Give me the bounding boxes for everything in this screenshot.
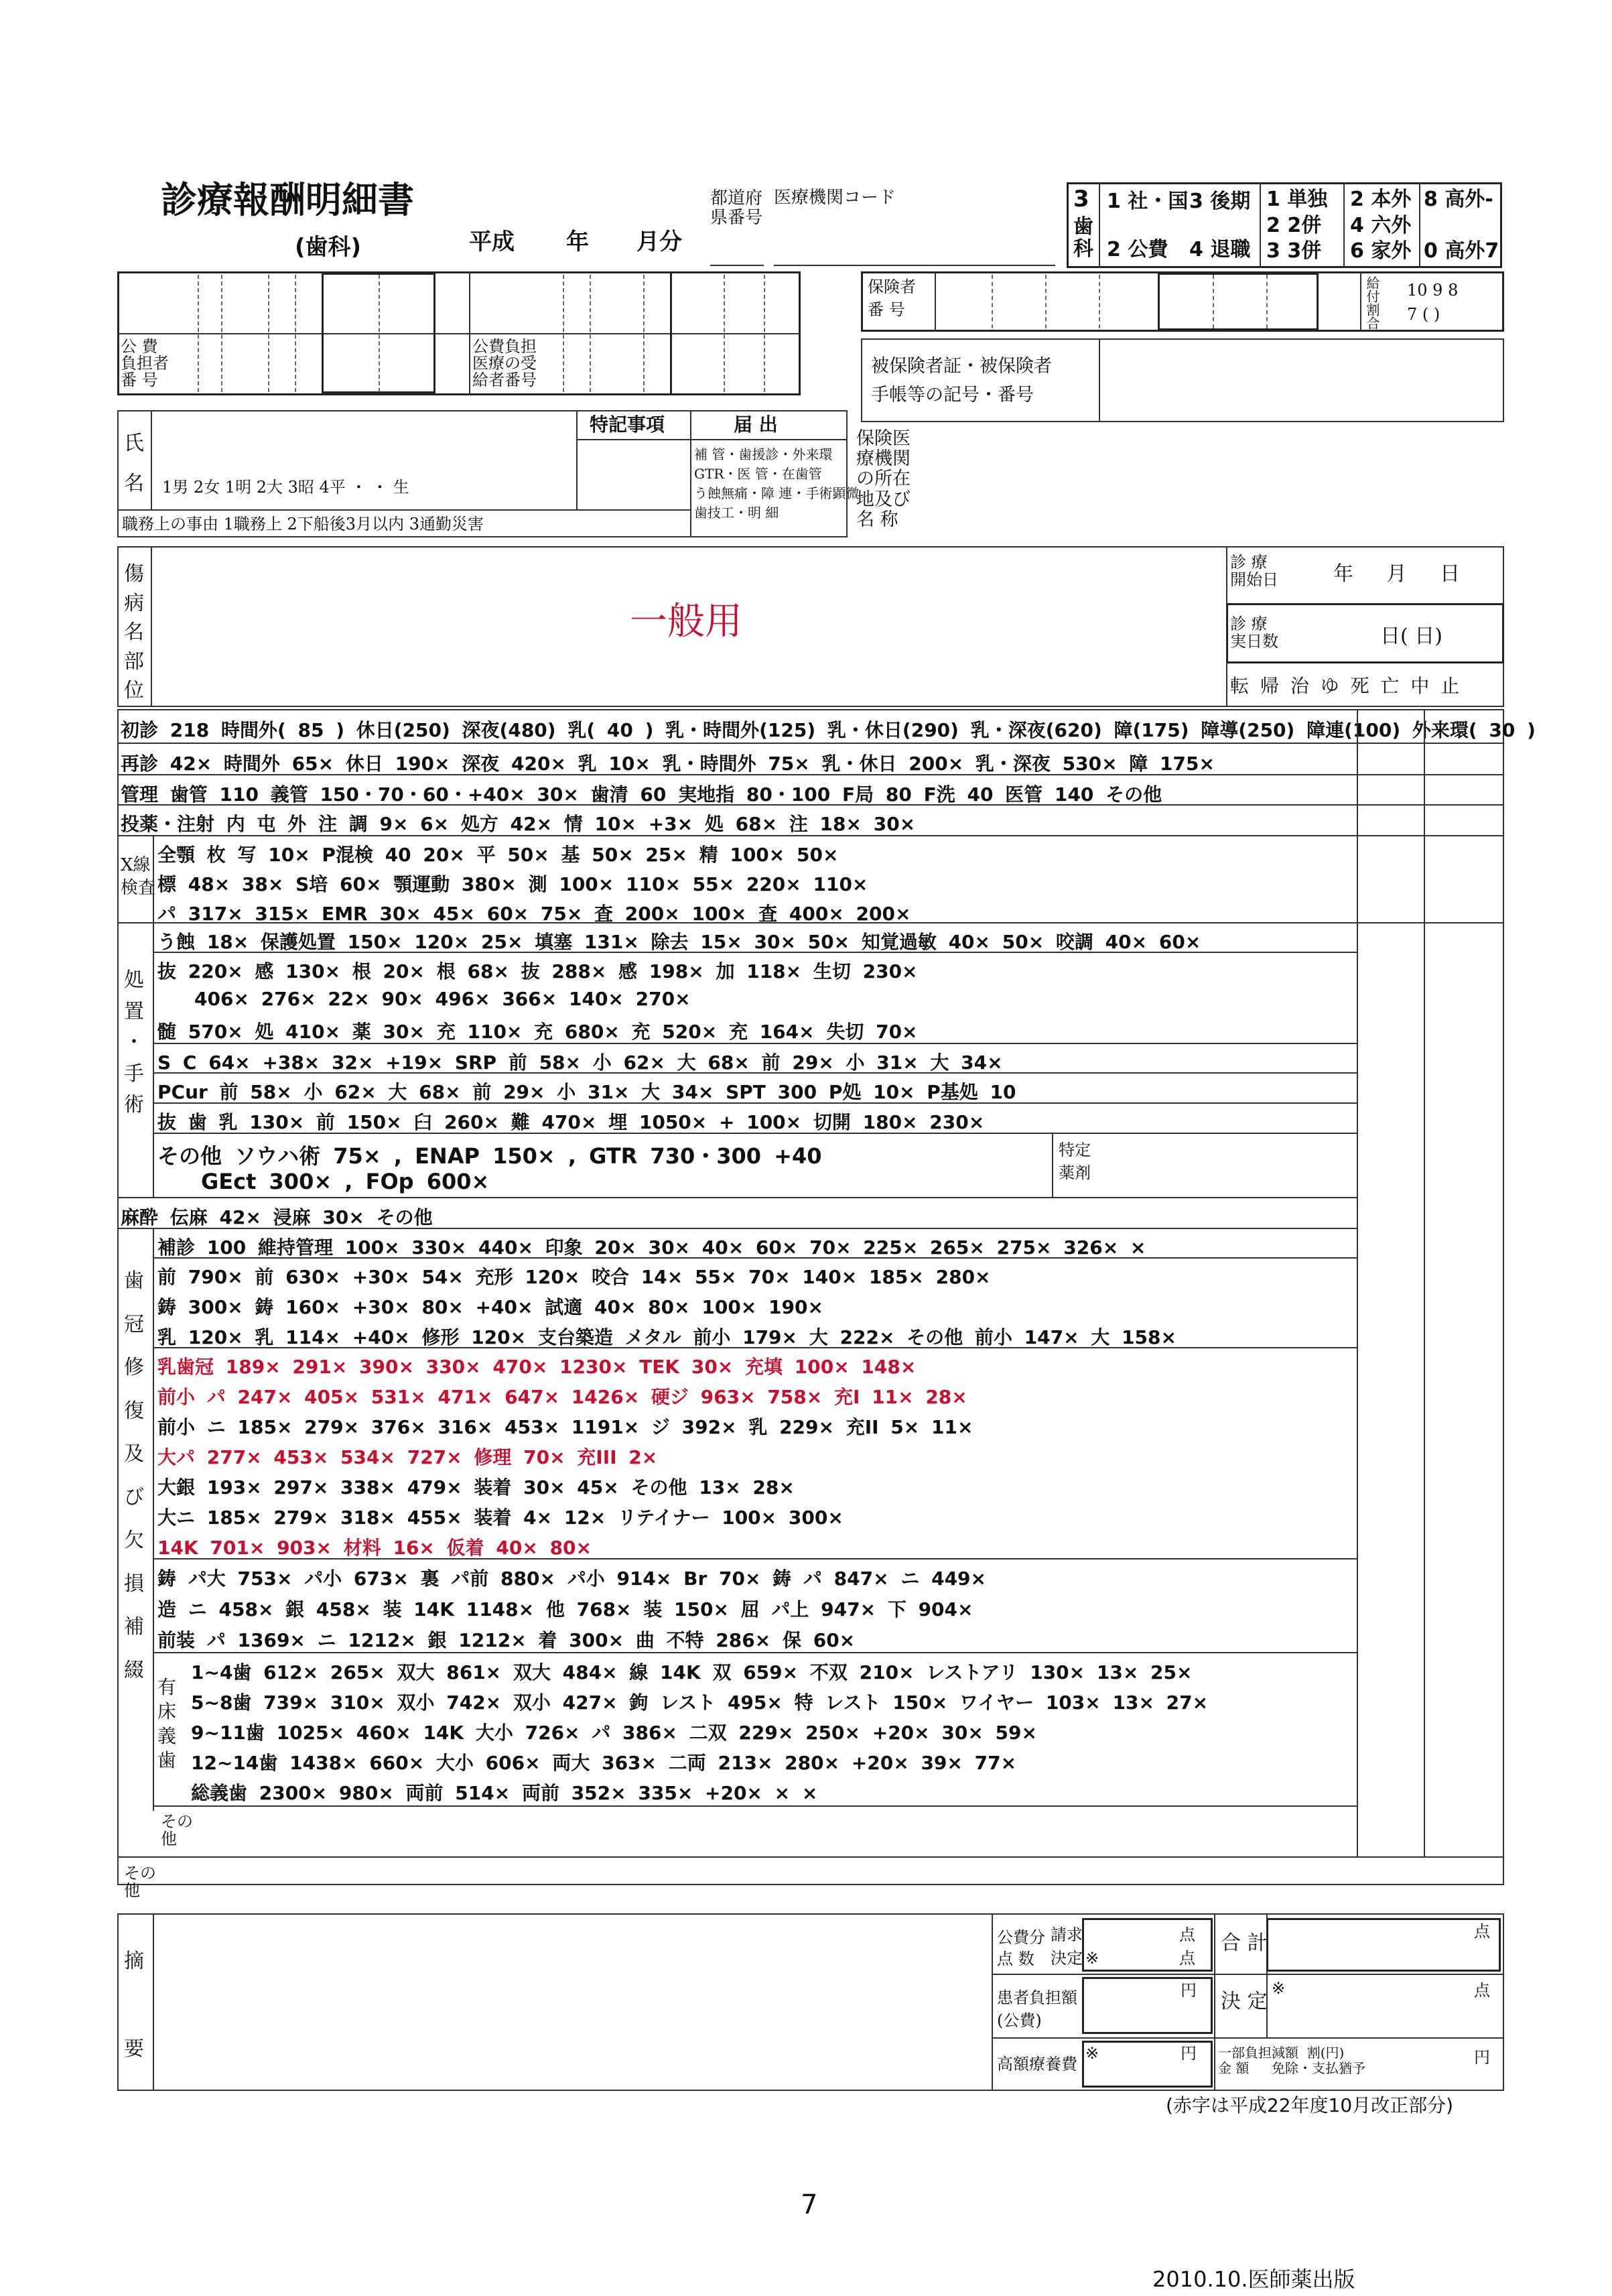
facility-label: 保険医 療機関 の所在 地及び 名 称 (856, 428, 911, 530)
burden-type-3[interactable]: 3 3併 (1266, 239, 1322, 263)
crown-assist-row: 補診 100 維持管理 100× 330× 440× 印象 20× 30× 40× 60× 70× 225× 265× 275× 326× × (157, 1236, 1146, 1259)
row-first-visit: 初診 218 時間外( 85 ) 休日(250) 深夜(480) 乳( 40 ) 乳・時間外(125) 乳・休日(290) 乳・深夜(620) 障(175) 障導(250) 障連(100) 外来環( 30 ) (121, 719, 1536, 741)
reduction-options[interactable]: 減額 割(円) 免除・支払猶予 (1272, 2045, 1365, 2076)
public-recipient-label: 公費負担 医療の受 給者番号 (472, 337, 537, 390)
xray-line-1: 全顎 枚 写 10× P混検 40 20× 平 50× 基 50× 25× 精 100× 50× (157, 844, 839, 866)
crown-line-10: 14K 701× 903× 材料 16× 仮着 40× 80× (157, 1537, 592, 1559)
bottom-other-label: その 他 (124, 1864, 156, 1901)
year-label: 年 (566, 229, 589, 255)
public-points-label: 公費分 点 数 (997, 1928, 1045, 1969)
sum-box[interactable] (1266, 1918, 1501, 1972)
ins-type-1[interactable]: 1 社・国 (1107, 190, 1189, 213)
dept-label: 歯 科 (1073, 215, 1093, 261)
form-subtitle: (歯科) (295, 234, 362, 261)
denture-line-4: 12~14歯 1438× 660× 大小 606× 両大 363× 二両 213× 280× +20× 39× 77× (191, 1752, 1017, 1774)
decide-label: 決 定 (1221, 1990, 1268, 2013)
decide-mark: ※ (1272, 1979, 1286, 1998)
special-label: 特記事項 (590, 413, 665, 436)
denture-line-3: 9~11歯 1025× 460× 14K 大小 726× パ 386× 二双 229× 250× +20× 30× 59× (191, 1722, 1037, 1744)
disease-label: 傷 病 名 部 位 (124, 562, 144, 702)
ins-type-3[interactable]: 3 後期 (1189, 190, 1251, 213)
decide-point-unit: 点 (1474, 1981, 1490, 2000)
card-label: 被保険者証・被保険者 手帳等の記号・番号 (871, 356, 1052, 406)
revision-footnote: (赤字は平成22年度10月改正部分) (1166, 2094, 1454, 2116)
patient-burden-label: 患者負担額 (公費) (997, 1988, 1077, 2030)
xray-line-3: パ 317× 315× EMR 30× 45× 60× 75× 査 200× 100× 査 400× 200× (157, 903, 911, 925)
pontic-line-1: 鋳 パ大 753× パ小 673× 裏 パ前 880× パ小 914× Br 70× 鋳 パ 847× ニ 449× (157, 1568, 986, 1590)
decision-mark: ※ (1085, 1949, 1099, 1968)
pontic-line-3: 前装 パ 1369× ニ 1212× 銀 1212× 着 300× 曲 不特 286× 保 60× (157, 1629, 856, 1651)
page-number: 7 (801, 2189, 818, 2220)
days-value[interactable]: 日( 日) (1380, 625, 1442, 648)
row-medication: 投薬・注射 内 屯 外 注 調 9× 6× 処方 42× 情 10× +3× 処 68× 注 18× 30× (121, 813, 916, 835)
pref-number-label: 都道府 県番号 (710, 188, 763, 228)
procedure-line-8: その他 ソウハ術 75× , ENAP 150× , GTR 730・300 +40 (157, 1143, 822, 1169)
start-date[interactable]: 年 月 日 (1333, 562, 1461, 586)
inst-code-label: 医療機関コード (774, 188, 896, 208)
decision-label: 決定 (1051, 1949, 1083, 1968)
partial-burden-label: 一部負担 金 額 (1218, 2045, 1272, 2076)
xray-label: X線 検査 (121, 855, 156, 898)
name-label: 氏 名 (124, 432, 144, 495)
patient-type-6[interactable]: 6 家外 (1350, 239, 1412, 263)
crown-line-8: 大銀 193× 297× 338× 479× 装着 30× 45× その他 13× 28× (157, 1476, 795, 1498)
denture-line-5: 総義歯 2300× 980× 両前 514× 両前 352× 335× +20× × × (191, 1782, 818, 1804)
public-no-label: 公 費 負担者 番 号 (121, 337, 169, 390)
procedure-line-7: 抜 歯 乳 130× 前 150× 臼 260× 難 470× 埋 1050× + 100× 切開 180× 230× (157, 1111, 985, 1133)
row-management: 管理 歯管 110 義管 150・70・60・+40× 30× 歯清 60 実地指 80・100 F局 80 F洗 40 医管 140 その他 (121, 783, 1162, 806)
procedure-label: 処 置 ・ 手 術 (124, 968, 144, 1117)
patient-type-2[interactable]: 2 本外 (1350, 188, 1412, 211)
crown-section-label: 歯 冠 修 復 及 び 欠 損 補 綴 (124, 1269, 144, 1682)
procedure-line-9: GEct 300× , FOp 600× (201, 1169, 490, 1194)
form-title: 診療報酬明細書 (161, 179, 414, 221)
patient-burden-unit: 円 (1181, 1981, 1197, 2000)
specific-drug-label: 特定 薬剤 (1059, 1141, 1091, 1182)
insurer-no-label: 保険者 番 号 (868, 277, 916, 319)
crown-line-5: 前小 パ 247× 405× 531× 471× 647× 1426× 硬ジ 963× 758× 充I 11× 28× (157, 1386, 967, 1408)
era-label: 平成 (469, 229, 515, 255)
crown-line-7: 大パ 277× 453× 534× 727× 修理 70× 充III 2× (157, 1446, 658, 1468)
crown-other-label: その 他 (161, 1812, 193, 1849)
general-use-stamp: 一般用 (630, 600, 742, 643)
crown-line-2: 鋳 300× 鋳 160× +30× 80× +40× 試適 40× 80× 100× 190× (157, 1296, 823, 1318)
procedure-line-4: 髄 570× 処 410× 薬 30× 充 110× 充 680× 充 520× 充 164× 失切 70× (157, 1021, 918, 1043)
month-label: 月分 (636, 229, 682, 255)
gender-era[interactable]: 1男 2女 1明 2大 3昭 4平 ・ ・ 生 (162, 478, 409, 497)
crown-line-1: 前 790× 前 630× +30× 54× 充形 120× 咬合 14× 55× 70× 140× 185× 280× (157, 1266, 991, 1288)
publisher: 2010.10.医師薬出版 (1152, 2267, 1355, 2292)
work-reason[interactable]: 職務上の事由 1職務上 2下船後3月以内 3通勤災害 (122, 515, 484, 533)
procedure-line-6: PCur 前 58× 小 62× 大 68× 前 29× 小 31× 大 34× SPT 300 P処 10× P基処 10 (157, 1081, 1016, 1103)
high-cost-mark: ※ (1085, 2044, 1099, 2063)
xray-line-2: 標 48× 38× S培 60× 顎運動 380× 測 100× 110× 55× 220× 110× (157, 873, 868, 895)
outcome-options[interactable]: 転 帰 治 ゆ 死 亡 中 止 (1230, 675, 1460, 697)
procedure-line-3: 406× 276× 22× 90× 496× 366× 140× 270× (194, 988, 691, 1010)
procedure-line-1: う蝕 18× 保護処置 150× 120× 25× 填塞 131× 除去 15× 30× 50× 知覚過敏 40× 50× 咬調 40× 60× (157, 931, 1201, 953)
denture-side-label: 有 床 義 歯 (157, 1676, 177, 1772)
crown-line-9: 大ニ 185× 279× 318× 455× 装着 4× 12× リテイナー 100× 300× (157, 1507, 844, 1529)
partial-burden-unit: 円 (1474, 2048, 1490, 2067)
insurer-no-highlight (1158, 273, 1319, 330)
days-label: 診 療 実日数 (1230, 615, 1278, 651)
decision-point-unit: 点 (1179, 1949, 1195, 1968)
high-cost-unit: 円 (1181, 2044, 1197, 2063)
crown-line-6: 前小 ニ 185× 279× 376× 316× 453× 1191× ジ 392× 乳 229× 充II 5× 11× (157, 1416, 973, 1438)
crown-line-3: 乳 120× 乳 114× +40× 修形 120× 支台築造 メタル 前小 179× 大 222× その他 前小 147× 大 158× (157, 1326, 1177, 1348)
other-type-8[interactable]: 8 高外- (1424, 188, 1493, 211)
sum-point-unit: 点 (1474, 1922, 1490, 1941)
high-cost-label: 高額療養費 (997, 2055, 1077, 2074)
pontic-line-2: 造 ニ 458× 銀 458× 装 14K 1148× 他 768× 装 150× 屈 パ上 947× 下 904× (157, 1598, 973, 1620)
summary-label: 摘 要 (124, 1950, 144, 2061)
procedure-line-5: S C 64× +38× 32× +19× SRP 前 58× 小 62× 大 68× 前 29× 小 31× 大 34× (157, 1051, 1003, 1074)
patient-type-4[interactable]: 4 六外 (1350, 214, 1412, 237)
benefit-rate-label: 給付割合 (1364, 276, 1380, 330)
benefit-rates: 10 9 8 7 ( ) (1407, 281, 1459, 324)
sum-label: 合 計 (1221, 1931, 1268, 1955)
ins-type-2[interactable]: 2 公費 (1107, 238, 1168, 261)
burden-type-1[interactable]: 1 単独 (1266, 188, 1328, 211)
row-anesthesia: 麻酔 伝麻 42× 浸麻 30× その他 (121, 1206, 433, 1228)
burden-type-2[interactable]: 2 2併 (1266, 214, 1322, 237)
start-date-label: 診 療 開始日 (1230, 553, 1278, 590)
dept-number: 3 (1073, 186, 1089, 212)
denture-line-2: 5~8歯 739× 310× 双小 742× 双小 427× 鉤 レスト 495× 特 レスト 150× ワイヤー 103× 13× 27× (191, 1692, 1209, 1714)
crown-line-4: 乳歯冠 189× 291× 390× 330× 470× 1230× TEK 30× 充填 100× 148× (157, 1356, 917, 1378)
procedure-line-2: 抜 220× 感 130× 根 20× 根 68× 抜 288× 感 198× 加 118× 生切 230× (157, 960, 918, 982)
row-revisit: 再診 42× 時間外 65× 休日 190× 深夜 420× 乳 10× 乳・時間外 75× 乳・休日 200× 乳・深夜 530× 障 175× (121, 753, 1215, 775)
request-point-unit: 点 (1179, 1925, 1195, 1944)
notice-label: 届 出 (734, 413, 778, 436)
request-label: 請求 (1051, 1925, 1083, 1944)
notice-items: 補 管・歯援診・外来環 GTR・医 管・在歯管 う蝕無痛・障 連・手術顕微 歯技工・明 細 (694, 446, 860, 521)
denture-line-1: 1~4歯 612× 265× 双大 861× 双大 484× 線 14K 双 659× 不双 210× レストアリ 130× 13× 25× (191, 1661, 1193, 1683)
other-type-0[interactable]: 0 高外7 (1424, 239, 1499, 263)
ins-type-4[interactable]: 4 退職 (1189, 238, 1251, 261)
